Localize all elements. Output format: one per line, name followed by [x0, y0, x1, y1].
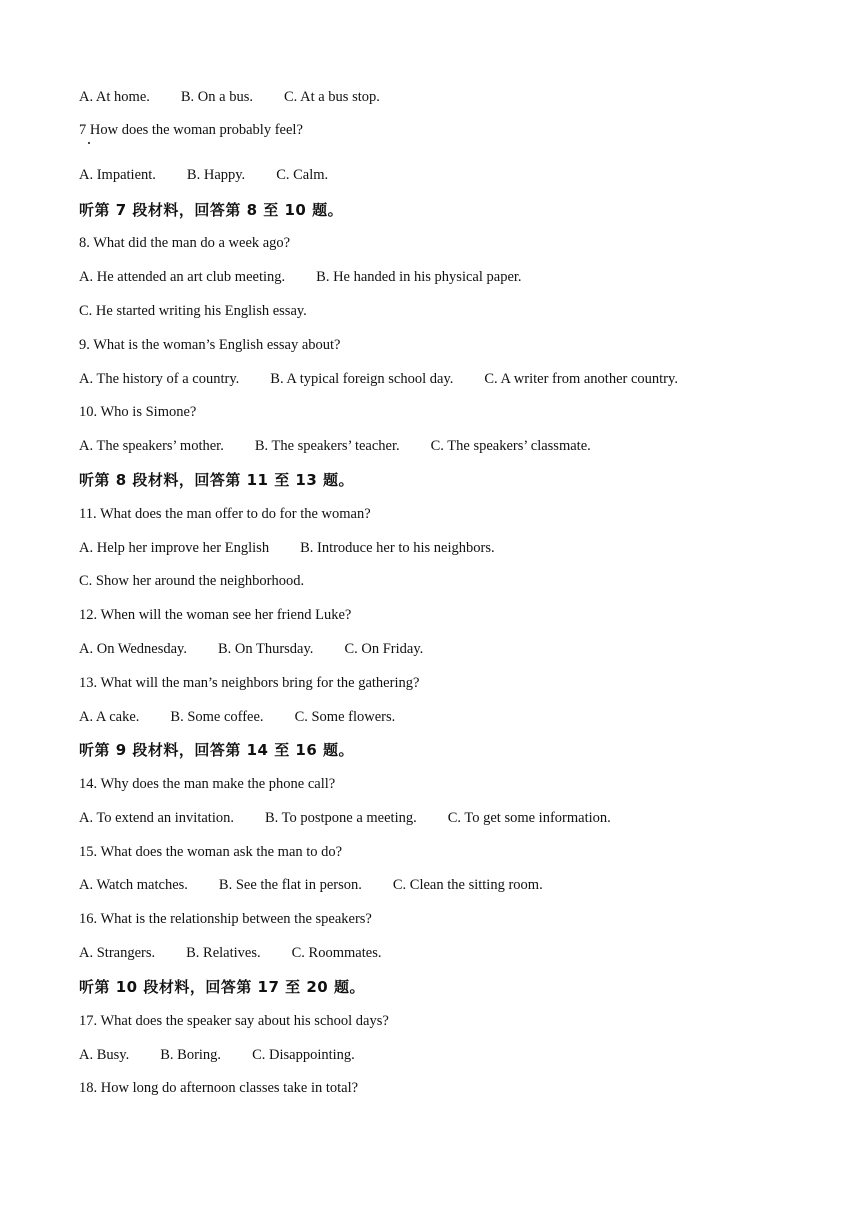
- question-text: 8. What did the man do a week ago?: [79, 235, 291, 251]
- answer-option: C. A writer from another country.: [484, 371, 678, 387]
- question-text: 17. What does the speaker say about his school days?: [79, 1013, 389, 1029]
- answer-option: B. Some coffee.: [170, 709, 264, 725]
- stray-dot-mark: [88, 142, 90, 144]
- section-heading: 听第 7 段材料，回答第 8 至 10 题。: [79, 201, 344, 219]
- answer-option: A. He attended an art club meeting.: [79, 269, 286, 285]
- answer-option: A. Help her improve her English: [79, 540, 270, 556]
- section-heading: 听第 8 段材料，回答第 11 至 13 题。: [79, 471, 355, 489]
- section-heading: 听第 10 段材料，回答第 17 至 20 题。: [79, 978, 365, 996]
- question-text: 15. What does the woman ask the man to do?: [79, 844, 343, 860]
- answer-option: C. Disappointing.: [252, 1047, 355, 1063]
- question-text: 7 How does the woman probably feel?: [79, 122, 303, 138]
- answer-option: A. A cake.: [79, 709, 140, 725]
- answer-options-row: [79, 809, 611, 827]
- section-heading: 听第 9 段材料，回答第 14 至 16 题。: [79, 741, 355, 759]
- answer-option: C. Clean the sitting room.: [392, 877, 543, 893]
- answer-options-row: [79, 166, 328, 184]
- answer-option: A. To extend an invitation.: [79, 810, 234, 826]
- answer-option: A. Strangers.: [79, 945, 156, 961]
- answer-option: A. At home.: [79, 89, 150, 105]
- answer-options-row: [79, 708, 395, 726]
- answer-option: B. Happy.: [186, 167, 246, 183]
- question-text: 14. Why does the man make the phone call?: [79, 776, 336, 792]
- answer-option: B. See the flat in person.: [218, 877, 362, 893]
- answer-options-row: [79, 88, 380, 106]
- answer-option: C. The speakers’ classmate.: [430, 438, 591, 454]
- answer-option: A. On Wednesday.: [79, 641, 187, 657]
- answer-option: B. Relatives.: [186, 945, 261, 961]
- answer-option: B. The speakers’ teacher.: [254, 438, 400, 454]
- question-text: 13. What will the man’s neighbors bring for the gathering?: [79, 675, 420, 691]
- answer-option: C. Roommates.: [291, 945, 382, 961]
- answer-option: B. Introduce her to his neighbors.: [300, 540, 495, 556]
- answer-option: A. Watch matches.: [79, 877, 188, 893]
- answer-option: A. Impatient.: [79, 167, 156, 183]
- question-text: C. He started writing his English essay.: [79, 303, 307, 319]
- answer-options-row: [79, 1046, 355, 1064]
- answer-option: C. At a bus stop.: [284, 89, 380, 105]
- answer-option: C. Some flowers.: [294, 709, 396, 725]
- answer-option: C. Calm.: [276, 167, 329, 183]
- question-text: 11. What does the man offer to do for the woman?: [79, 506, 371, 522]
- answer-option: C. To get some information.: [447, 810, 611, 826]
- answer-options-row: [79, 876, 543, 894]
- question-text: 12. When will the woman see her friend Luke?: [79, 607, 352, 623]
- answer-options-row: [79, 539, 495, 557]
- question-text: 18. How long do afternoon classes take in total?: [79, 1080, 359, 1096]
- answer-option: C. On Friday.: [344, 641, 424, 657]
- answer-option: B. On a bus.: [180, 89, 253, 105]
- question-text: 9. What is the woman’s English essay about?: [79, 337, 341, 353]
- answer-options-row: [79, 944, 381, 962]
- answer-options-row: [79, 640, 423, 658]
- answer-options-row: [79, 437, 591, 455]
- answer-option: B. On Thursday.: [217, 641, 314, 657]
- question-text: 10. Who is Simone?: [79, 404, 197, 420]
- answer-option: A. The history of a country.: [79, 371, 240, 387]
- answer-options-row: [79, 268, 522, 286]
- question-text: 16. What is the relationship between the speakers?: [79, 911, 372, 927]
- answer-option: A. Busy.: [79, 1047, 130, 1063]
- answer-option: B. Boring.: [160, 1047, 222, 1063]
- answer-option: A. The speakers’ mother.: [79, 438, 224, 454]
- answer-option: B. A typical foreign school day.: [270, 371, 454, 387]
- question-text: C. Show her around the neighborhood.: [79, 573, 305, 589]
- answer-options-row: [79, 370, 678, 388]
- answer-option: B. He handed in his physical paper.: [316, 269, 522, 285]
- answer-option: B. To postpone a meeting.: [264, 810, 417, 826]
